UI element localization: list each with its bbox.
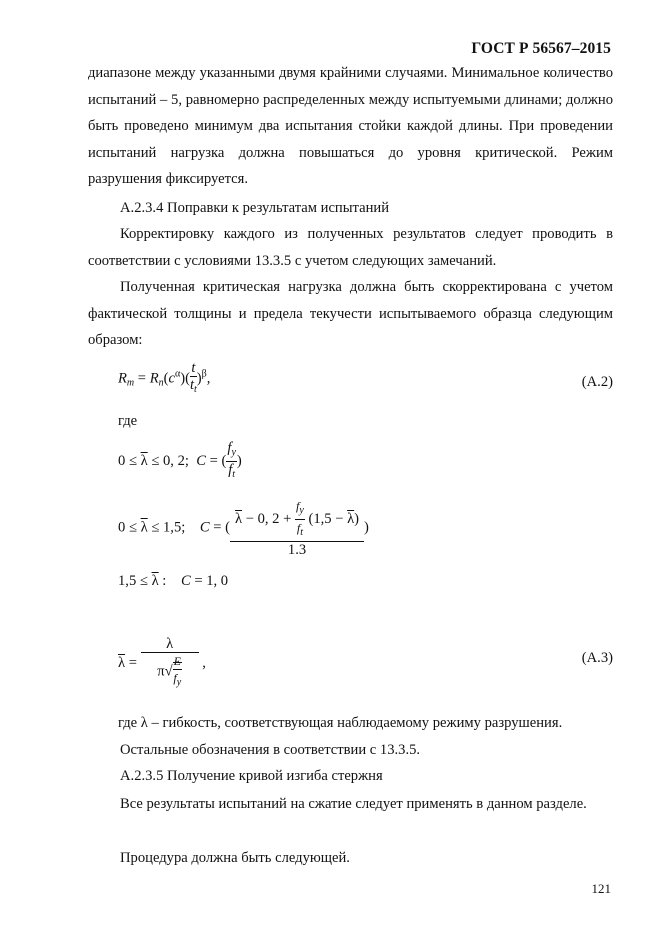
- paragraph-compression-results: Все результаты испытаний на сжатие следует применять в данном разделе.: [120, 796, 587, 812]
- condition-3: $1,5 \le \overline{\lambda}$ : C = 1, 0: [118, 573, 229, 589]
- condition-1: $0 \le \overline{\lambda} \le 0$, 2; C = ( $\frac{f_y}{f_t}$ ): [118, 440, 242, 480]
- section-heading-a235: А.2.3.5 Получение кривой изгиба стержня: [120, 768, 383, 784]
- section-heading-a234: А.2.3.4 Поправки к результатам испытаний: [120, 200, 390, 216]
- where-label: где: [118, 413, 138, 429]
- paragraph-correction: Корректировку каждого из полученных результатов следует проводить в соответствии с условиями 13.3.5 с учетом следующих замечаний.: [88, 226, 613, 269]
- equation-a3-number: (А.3): [581, 650, 613, 666]
- paragraph-procedure: Процедура должна быть следующей.: [120, 850, 350, 866]
- equation-a2-number: (А.2): [581, 374, 613, 390]
- equation-a2: $R_m = R_n(c^\alpha)$( $\frac{t}{t_t}$ )$^\beta$,: [118, 360, 211, 395]
- document-code-header: ГОСТ Р 56567–2015: [471, 40, 611, 57]
- condition-2: $0 \le \overline{\lambda} \le 1,5$; C = ( $\overline{\lambda} - 0$, 2 + $\frac{f_y}{f_t}$ $(1,5 - \overline{\lambda})$ 1.3 ): [118, 499, 369, 558]
- paragraph-slenderness: где λ – гибкость, соответствующая наблюдаемому режиму разрушения.: [118, 715, 563, 731]
- paragraph-critical-load: Полученная критическая нагрузка должна быть скорректирована с учетом фактической толщины и предела текучести испытываемого образца следующим образом:: [88, 279, 613, 348]
- equation-a3: $\overline{\lambda}$ = λ π√ $\frac{E}{f_y}$ ,: [118, 636, 206, 688]
- page-number: 121: [591, 881, 611, 896]
- paragraph-other-notation: Остальные обозначения в соответствии с 13.3.5.: [120, 742, 421, 758]
- paragraph-continuation: диапазоне между указанными двумя крайними случаями. Минимальное количество испытаний – 5, равномерно распределенных между испытуемыми длинами; должно быть проведено минимум два испытания стойки каждой длины. При проведении испытаний нагрузка должна повышаться до уровня критической. Режим разрушения фиксируется.: [88, 65, 613, 187]
